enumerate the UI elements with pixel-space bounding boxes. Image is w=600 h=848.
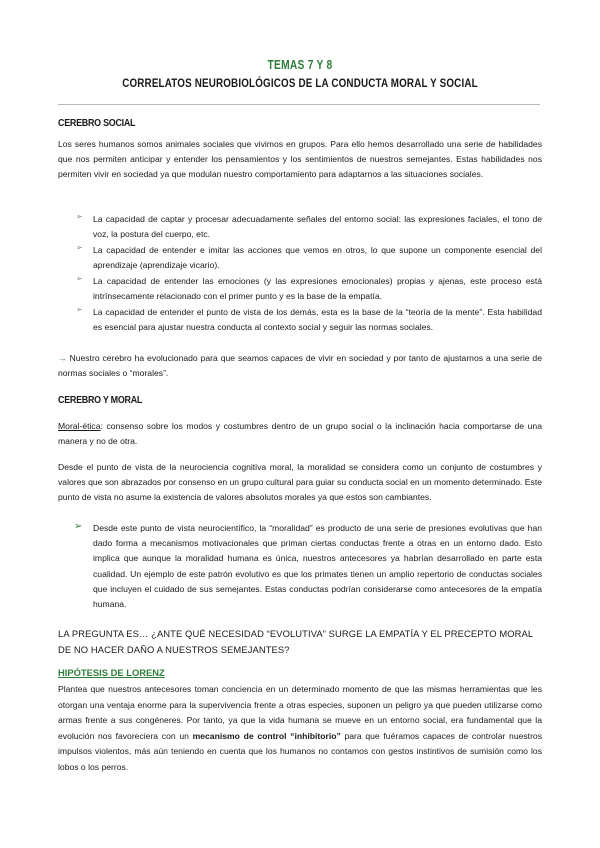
- neuroscience-paragraph: Desde el punto de vista de la neurociencia cognitiva moral, la moralidad se considera como un conjunto de costumbres y valores que son abrazados por consenso en un grupo cultural para guiar su conducta social en un momento determinado. Este punto de vista no asume la existencia de valores absolutos morales ya que estos son cambiantes.: [58, 462, 542, 503]
- list-item: Desde este punto de vista neurocientífico, la “moralidad” es producto de una serie de presiones evolutivas que han dado forma a mecanismos motivacionales que priman ciertas conductas frente a otras en un entorno dado. Esto implica que aunque la moralidad humana es única, nuestros antecesores ya habrían desarrollado en parte esta cualidad. Un ejemplo de este patrón evolutivo es que los primates tienen un amplio repertorio de conductas sociales que incluyen el cuidado de sus semejantes. Estas conductas podrían considerarse como antecesores de la empatía humana.: [93, 523, 542, 610]
- arrow-bullet-icon: ➢: [74, 521, 83, 532]
- list-item: La capacidad de entender e imitar las acciones que vemos en otros, lo que supone un componente esencial del aprendizaje (aprendizaje vicario).: [93, 245, 542, 271]
- definition-text: : consenso sobre los modos y costumbres dentro de un grupo social o la inclinación hacia comportarse de una manera y no de otra.: [58, 421, 542, 447]
- key-question: LA PREGUNTA ES… ¿ANTE QUÉ NECESIDAD “EVOLUTIVA” SURGE LA EMPATÍA Y EL PRECEPTO MORAL DE NO HACER DAÑO A NUESTROS SEMEJANTES?: [58, 628, 533, 655]
- heading-hipotesis-lorenz: HIPÓTESIS DE LORENZ: [58, 667, 165, 678]
- list-item: La capacidad de entender el punto de vista de los demás, esta es la base de la “teoría de la mente”. Esta habilidad es esencial para ajustar nuestra conducta al contexto social y seguir las normas sociales.: [93, 307, 542, 333]
- definition-term: Moral-ética: [58, 421, 101, 431]
- conclusion-text: Nuestro cerebro ha evolucionado para que seamos capaces de vivir en sociedad y por tanto de ajustarnos a una serie de normas sociales o “morales”.: [58, 353, 542, 379]
- bullet-marker-icon: ➢: [76, 274, 83, 283]
- heading-cerebro-moral: CEREBRO Y MORAL: [58, 394, 143, 406]
- definition-paragraph: [58, 419, 542, 449]
- title-divider: [58, 104, 540, 105]
- document-subtitle: CORRELATOS NEUROBIOLÓGICOS DE LA CONDUCTA MORAL Y SOCIAL: [122, 76, 478, 90]
- lorenz-text-b: para que fuéramos capaces de controlar nuestros impulsos violentos, más aún teniendo en cuenta que los humanos no contamos con gestos instintivos de sumisión como los lobos o los perros.: [58, 730, 543, 772]
- document-title: TEMAS 7 Y 8: [267, 58, 333, 72]
- lorenz-bold-term: mecanismo de control “inhibitorio”: [192, 730, 341, 741]
- lorenz-paragraph: [58, 682, 542, 776]
- bullet-marker-icon: ➢: [76, 243, 83, 252]
- lorenz-text-a: Plantea que nuestros antecesores toman conciencia en un determinado momento de que las mismas herramientas que les otorgan una ventaja enorme para la supervivencia frente a otras especies, suponen un peligro ya que pueden utilizarse como armas frente a sus congéneres. Por tanto, ya que la vida humana se mueve en un entorno social, era fundamental que la evolución nos favoreciera con un: [58, 684, 542, 741]
- bullet-marker-icon: ➢: [76, 305, 83, 314]
- list-item: La capacidad de entender las emociones (y las expresiones emocionales) propias y ajenas, este proceso está intrínsecamente relacionado con el primer punto y es la base de la empatía.: [93, 276, 542, 302]
- list-item: La capacidad de captar y procesar adecuadamente señales del entorno social: las expresiones faciales, el tono de voz, la postura del cuerpo, etc.: [93, 214, 542, 240]
- heading-cerebro-social: CEREBRO SOCIAL: [58, 117, 136, 129]
- arrow-right-icon: →: [58, 353, 67, 363]
- bullet-marker-icon: ➢: [76, 212, 83, 221]
- intro-paragraph: Los seres humanos somos animales sociales que vivimos en grupos. Para ello hemos desarrollado una serie de habilidades que nos permiten anticipar y entender los pensamientos y los sentimientos de nuestros semejantes. Estas habilidades nos permiten vivir en sociedad ya que modulan nuestro comportamiento para adaptarnos a las situaciones sociales.: [58, 139, 542, 180]
- conclusion-paragraph: [58, 351, 542, 381]
